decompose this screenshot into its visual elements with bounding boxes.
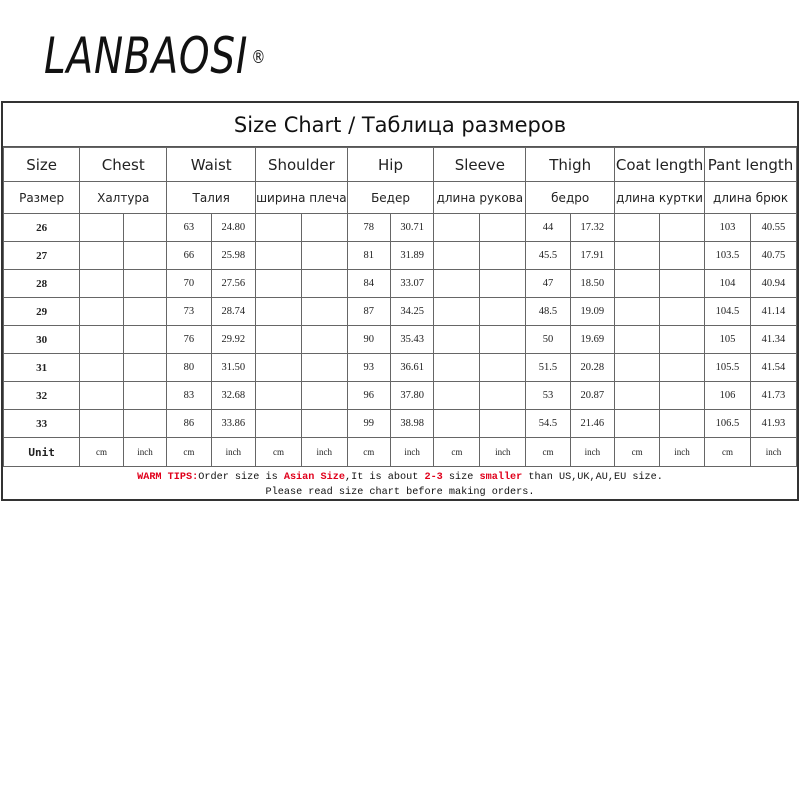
measure-cell — [434, 354, 480, 382]
measure-cell — [434, 214, 480, 242]
measure-cell: 31.50 — [211, 354, 256, 382]
measure-cell — [615, 214, 660, 242]
measure-cell — [615, 410, 660, 438]
header-ru-coat-length: длина куртки — [615, 182, 705, 214]
measure-cell — [123, 270, 167, 298]
measure-cell — [434, 298, 480, 326]
size-cell: 30 — [4, 326, 80, 354]
measure-cell: 24.80 — [211, 214, 256, 242]
measure-cell — [80, 270, 124, 298]
header-thigh: Thigh — [526, 148, 615, 182]
measure-cell: 80 — [167, 354, 211, 382]
measure-cell: 20.28 — [570, 354, 614, 382]
header-ru-chest: Халтура — [80, 182, 167, 214]
measure-cell: 41.54 — [750, 354, 796, 382]
tips-line-2: Please read size chart before making orders. — [265, 487, 535, 498]
header-ru-pant-length: длина брюк — [705, 182, 797, 214]
measure-cell: 30.71 — [390, 214, 434, 242]
measure-cell: 33.86 — [211, 410, 256, 438]
measure-cell: 40.55 — [750, 214, 796, 242]
table-row — [4, 214, 797, 242]
measure-cell — [301, 326, 347, 354]
header-ru-size: Размер — [4, 182, 80, 214]
measure-cell — [480, 410, 526, 438]
measure-cell: 31.89 — [390, 242, 434, 270]
measure-cell: 41.14 — [750, 298, 796, 326]
size-cell: 32 — [4, 382, 80, 410]
measure-cell — [123, 326, 167, 354]
tips-text: ,It is about — [344, 472, 425, 483]
measure-cell: 19.09 — [570, 298, 614, 326]
measure-cell — [434, 326, 480, 354]
measure-cell — [615, 326, 660, 354]
measure-cell — [615, 354, 660, 382]
measure-cell: 37.80 — [390, 382, 434, 410]
measure-cell: 47 — [526, 270, 570, 298]
measure-cell — [123, 242, 167, 270]
header-row-en — [4, 148, 797, 182]
warm-tips — [3, 466, 797, 501]
measure-cell: 84 — [347, 270, 390, 298]
measure-cell — [660, 410, 705, 438]
unit-cell: inch — [390, 438, 434, 467]
measure-cell: 38.98 — [390, 410, 434, 438]
size-cell: 26 — [4, 214, 80, 242]
unit-cell: cm — [526, 438, 570, 467]
header-ru-thigh: бедро — [526, 182, 615, 214]
header-shoulder: Shoulder — [256, 148, 348, 182]
header-ru-hip: Бедер — [347, 182, 434, 214]
table-row — [4, 242, 797, 270]
measure-cell — [256, 242, 302, 270]
unit-row — [4, 438, 797, 467]
measure-cell: 51.5 — [526, 354, 570, 382]
measure-cell: 32.68 — [211, 382, 256, 410]
measure-cell: 29.92 — [211, 326, 256, 354]
measure-cell: 33.07 — [390, 270, 434, 298]
measure-cell — [80, 242, 124, 270]
measure-cell: 81 — [347, 242, 390, 270]
measure-cell: 17.32 — [570, 214, 614, 242]
measure-cell — [123, 382, 167, 410]
brand-logo — [44, 26, 266, 86]
measure-cell — [615, 382, 660, 410]
measure-cell — [80, 326, 124, 354]
measure-cell — [434, 382, 480, 410]
unit-cell: inch — [750, 438, 796, 467]
measure-cell — [615, 270, 660, 298]
size-table — [3, 147, 797, 467]
header-waist: Waist — [167, 148, 256, 182]
measure-cell: 73 — [167, 298, 211, 326]
measure-cell — [660, 382, 705, 410]
measure-cell — [256, 214, 302, 242]
smaller-highlight: smaller — [479, 472, 523, 483]
measure-cell: 40.94 — [750, 270, 796, 298]
measure-cell: 41.34 — [750, 326, 796, 354]
table-row — [4, 354, 797, 382]
measure-cell — [615, 242, 660, 270]
chart-title: Size Chart / Таблица размеров — [3, 103, 797, 147]
measure-cell — [434, 410, 480, 438]
header-ru-waist: Талия — [167, 182, 256, 214]
measure-cell: 76 — [167, 326, 211, 354]
measure-cell — [660, 354, 705, 382]
measure-cell — [434, 270, 480, 298]
measure-cell — [301, 410, 347, 438]
unit-cell: cm — [347, 438, 390, 467]
measure-cell: 66 — [167, 242, 211, 270]
asian-size-highlight: Asian Size — [283, 472, 345, 483]
measure-cell: 63 — [167, 214, 211, 242]
measure-cell: 90 — [347, 326, 390, 354]
measure-cell — [660, 214, 705, 242]
measure-cell: 105 — [705, 326, 751, 354]
tips-text: size — [442, 472, 480, 483]
size-cell: 31 — [4, 354, 80, 382]
measure-cell: 20.87 — [570, 382, 614, 410]
unit-cell: cm — [256, 438, 302, 467]
measure-cell — [80, 382, 124, 410]
measure-cell: 78 — [347, 214, 390, 242]
measure-cell — [301, 214, 347, 242]
measure-cell — [660, 270, 705, 298]
unit-label: Unit — [4, 438, 80, 467]
size-cell: 33 — [4, 410, 80, 438]
measure-cell — [480, 214, 526, 242]
measure-cell — [480, 354, 526, 382]
measure-cell — [80, 354, 124, 382]
tips-text: Order size is — [198, 472, 284, 483]
unit-cell: inch — [570, 438, 614, 467]
measure-cell — [301, 382, 347, 410]
size-cell: 29 — [4, 298, 80, 326]
size-range-highlight: 2-3 — [424, 472, 443, 483]
registered-mark: ® — [251, 47, 267, 68]
measure-cell: 44 — [526, 214, 570, 242]
header-sleeve: Sleeve — [434, 148, 526, 182]
measure-cell: 54.5 — [526, 410, 570, 438]
size-cell: 27 — [4, 242, 80, 270]
measure-cell: 48.5 — [526, 298, 570, 326]
unit-cell: cm — [705, 438, 751, 467]
measure-cell — [660, 242, 705, 270]
measure-cell: 87 — [347, 298, 390, 326]
measure-cell: 103 — [705, 214, 751, 242]
measure-cell: 19.69 — [570, 326, 614, 354]
measure-cell — [660, 298, 705, 326]
measure-cell: 50 — [526, 326, 570, 354]
measure-cell — [615, 298, 660, 326]
header-chest: Chest — [80, 148, 167, 182]
measure-cell — [123, 354, 167, 382]
measure-cell — [80, 298, 124, 326]
measure-cell: 34.25 — [390, 298, 434, 326]
measure-cell — [660, 326, 705, 354]
measure-cell: 104 — [705, 270, 751, 298]
measure-cell — [123, 214, 167, 242]
measure-cell: 83 — [167, 382, 211, 410]
measure-cell — [480, 326, 526, 354]
measure-cell: 40.75 — [750, 242, 796, 270]
brand-name: LANBAOSI — [44, 27, 249, 85]
measure-cell: 70 — [167, 270, 211, 298]
measure-cell: 86 — [167, 410, 211, 438]
measure-cell — [80, 410, 124, 438]
measure-cell: 45.5 — [526, 242, 570, 270]
measure-cell: 99 — [347, 410, 390, 438]
measure-cell: 93 — [347, 354, 390, 382]
measure-cell: 53 — [526, 382, 570, 410]
table-row — [4, 382, 797, 410]
measure-cell: 41.73 — [750, 382, 796, 410]
header-pant-length: Pant length — [705, 148, 797, 182]
unit-cell: cm — [434, 438, 480, 467]
unit-cell: inch — [301, 438, 347, 467]
measure-cell — [123, 410, 167, 438]
unit-cell: inch — [211, 438, 256, 467]
measure-cell — [480, 298, 526, 326]
unit-cell: cm — [167, 438, 211, 467]
unit-cell: inch — [123, 438, 167, 467]
table-row — [4, 270, 797, 298]
unit-cell: inch — [480, 438, 526, 467]
table-row — [4, 298, 797, 326]
measure-cell: 17.91 — [570, 242, 614, 270]
measure-cell — [256, 410, 302, 438]
size-chart — [1, 101, 799, 501]
header-ru-sleeve: длина рукова — [434, 182, 526, 214]
measure-cell — [480, 242, 526, 270]
unit-cell: cm — [80, 438, 124, 467]
measure-cell — [434, 242, 480, 270]
measure-cell: 41.93 — [750, 410, 796, 438]
tips-text: than US,UK,AU,EU size. — [522, 472, 663, 483]
measure-cell — [301, 270, 347, 298]
measure-cell — [301, 354, 347, 382]
measure-cell — [256, 382, 302, 410]
measure-cell — [480, 382, 526, 410]
measure-cell — [256, 354, 302, 382]
measure-cell — [480, 270, 526, 298]
measure-cell: 35.43 — [390, 326, 434, 354]
tips-line-1 — [3, 470, 797, 485]
header-coat-length: Coat length — [615, 148, 705, 182]
measure-cell: 27.56 — [211, 270, 256, 298]
measure-cell: 21.46 — [570, 410, 614, 438]
table-row — [4, 410, 797, 438]
header-hip: Hip — [347, 148, 434, 182]
measure-cell: 18.50 — [570, 270, 614, 298]
measure-cell: 28.74 — [211, 298, 256, 326]
warm-tips-label: WARM TIPS: — [137, 472, 199, 483]
measure-cell — [301, 242, 347, 270]
measure-cell — [123, 298, 167, 326]
header-ru-shoulder: ширина плеча — [256, 182, 348, 214]
unit-cell: cm — [615, 438, 660, 467]
unit-cell: inch — [660, 438, 705, 467]
measure-cell: 96 — [347, 382, 390, 410]
header-row-ru — [4, 182, 797, 214]
measure-cell: 25.98 — [211, 242, 256, 270]
measure-cell — [256, 326, 302, 354]
measure-cell — [80, 214, 124, 242]
table-row — [4, 326, 797, 354]
measure-cell: 103.5 — [705, 242, 751, 270]
measure-cell — [301, 298, 347, 326]
measure-cell: 105.5 — [705, 354, 751, 382]
measure-cell — [256, 270, 302, 298]
size-cell: 28 — [4, 270, 80, 298]
header-size: Size — [4, 148, 80, 182]
measure-cell — [256, 298, 302, 326]
measure-cell: 106 — [705, 382, 751, 410]
measure-cell: 106.5 — [705, 410, 751, 438]
measure-cell: 36.61 — [390, 354, 434, 382]
measure-cell: 104.5 — [705, 298, 751, 326]
